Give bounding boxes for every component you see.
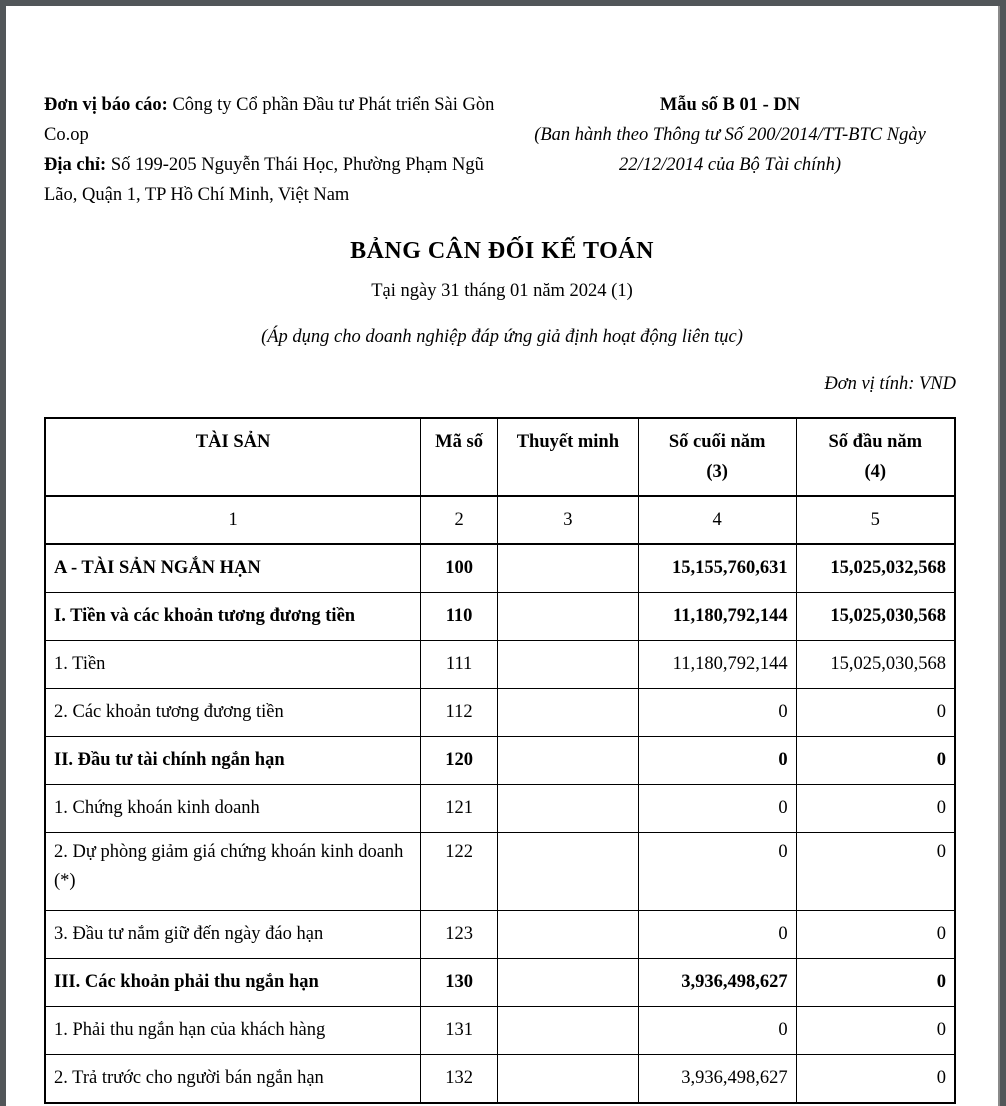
row-code: 121 [421,785,498,833]
report-date: Tại ngày 31 tháng 01 năm 2024 (1) [371,281,633,301]
row-end-of-year-value: 11,180,792,144 [638,641,796,689]
row-end-of-year-value: 3,936,498,627 [638,1055,796,1104]
row-start-of-year-value: 0 [796,959,955,1007]
document-page [6,6,1000,1106]
address-label: Địa chỉ: [44,155,107,175]
row-end-of-year-value: 11,180,792,144 [638,593,796,641]
row-label: I. Tiền và các khoản tương đương tiền [45,593,421,641]
row-end-of-year-value: 0 [638,689,796,737]
column-number: 4 [638,496,796,544]
row-start-of-year-value: 15,025,030,568 [796,593,955,641]
row-start-of-year-value: 15,025,030,568 [796,641,955,689]
row-end-of-year-value: 0 [638,1007,796,1055]
row-end-of-year-value: 0 [638,785,796,833]
row-code: 123 [421,911,498,959]
row-note [498,833,639,911]
row-end-of-year-value: 3,936,498,627 [638,959,796,1007]
row-label: 2. Trả trước cho người bán ngắn hạn [45,1055,421,1104]
column-number: 1 [45,496,421,544]
row-code: 112 [421,689,498,737]
table-row [45,593,955,641]
table-row [45,737,955,785]
row-end-of-year-value: 0 [638,737,796,785]
header-start-of-year-ref: (4) [864,462,887,482]
row-label: II. Đầu tư tài chính ngắn hạn [45,737,421,785]
reporting-unit-value: Công ty Cổ phần Đầu tư Phát triển Sài Gòn Co.op [44,95,495,145]
row-code: 100 [421,544,498,593]
row-note [498,1055,639,1104]
row-code: 111 [421,641,498,689]
header-end-of-year-ref: (3) [706,462,728,482]
row-label: III. Các khoản phải thu ngắn hạn [45,959,421,1007]
row-note [498,959,639,1007]
table-row [45,911,955,959]
row-note [498,785,639,833]
column-number-row [45,496,955,544]
reporting-entity-block [44,90,516,210]
header-notes: Thuyết minh [498,418,639,496]
issued-by-note: (Ban hành theo Thông tư Số 200/2014/TT-BTC Ngày 22/12/2014 của Bộ Tài chính) [534,125,926,175]
currency-unit: Đơn vị tính: VND [824,374,956,394]
row-code: 130 [421,959,498,1007]
row-end-of-year-value: 0 [638,833,796,911]
reporting-unit-label: Đơn vị báo cáo: [44,95,168,115]
row-label: A - TÀI SẢN NGẮN HẠN [45,544,421,593]
address-value: Số 199-205 Nguyễn Thái Học, Phường Phạm Ngũ Lão, Quận 1, TP Hồ Chí Minh, Việt Nam [44,155,484,205]
row-start-of-year-value: 0 [796,785,955,833]
row-start-of-year-value: 0 [796,1055,955,1104]
row-label: 2. Dự phòng giảm giá chứng khoán kinh doanh (*) [45,833,421,911]
row-code: 131 [421,1007,498,1055]
row-note [498,911,639,959]
row-start-of-year-value: 0 [796,1007,955,1055]
row-end-of-year-value: 0 [638,911,796,959]
column-number: 5 [796,496,955,544]
row-code: 132 [421,1055,498,1104]
table-row [45,1055,955,1104]
table-row [45,1007,955,1055]
row-start-of-year-value: 0 [796,689,955,737]
row-label: 2. Các khoản tương đương tiền [45,689,421,737]
row-start-of-year-value: 15,025,032,568 [796,544,955,593]
row-code: 120 [421,737,498,785]
table-row [45,785,955,833]
header-assets: TÀI SẢN [45,418,421,496]
row-label: 3. Đầu tư nắm giữ đến ngày đáo hạn [45,911,421,959]
table-row [45,544,955,593]
header-start-of-year-label: Số đầu năm [828,432,923,452]
row-label: 1. Chứng khoán kinh doanh [45,785,421,833]
table-row [45,641,955,689]
row-start-of-year-value: 0 [796,911,955,959]
row-note [498,544,639,593]
column-number: 2 [421,496,498,544]
row-note [498,641,639,689]
balance-sheet-table [44,417,956,1104]
table-row [45,833,955,911]
row-note [498,737,639,785]
row-end-of-year-value: 15,155,760,631 [638,544,796,593]
row-note [498,689,639,737]
table-row [45,689,955,737]
column-number: 3 [498,496,639,544]
document-title: BẢNG CÂN ĐỐI KẾ TOÁN [350,238,654,264]
table-header-row [45,418,955,496]
applicability-note: (Áp dụng cho doanh nghiệp đáp ứng giả định hoạt động liên tục) [261,327,743,347]
row-note [498,1007,639,1055]
row-start-of-year-value: 0 [796,737,955,785]
header-end-of-year [638,418,796,496]
header-start-of-year [796,418,955,496]
header-end-of-year-label: Số cuối năm [668,432,766,452]
row-code: 122 [421,833,498,911]
row-start-of-year-value: 0 [796,833,955,911]
table-row [45,959,955,1007]
row-code: 110 [421,593,498,641]
row-label: 1. Tiền [45,641,421,689]
header-code: Mã số [421,418,498,496]
form-number: Mẫu số B 01 - DN [659,95,801,115]
row-note [498,593,639,641]
form-reference-block [500,90,960,180]
row-label: 1. Phải thu ngắn hạn của khách hàng [45,1007,421,1055]
